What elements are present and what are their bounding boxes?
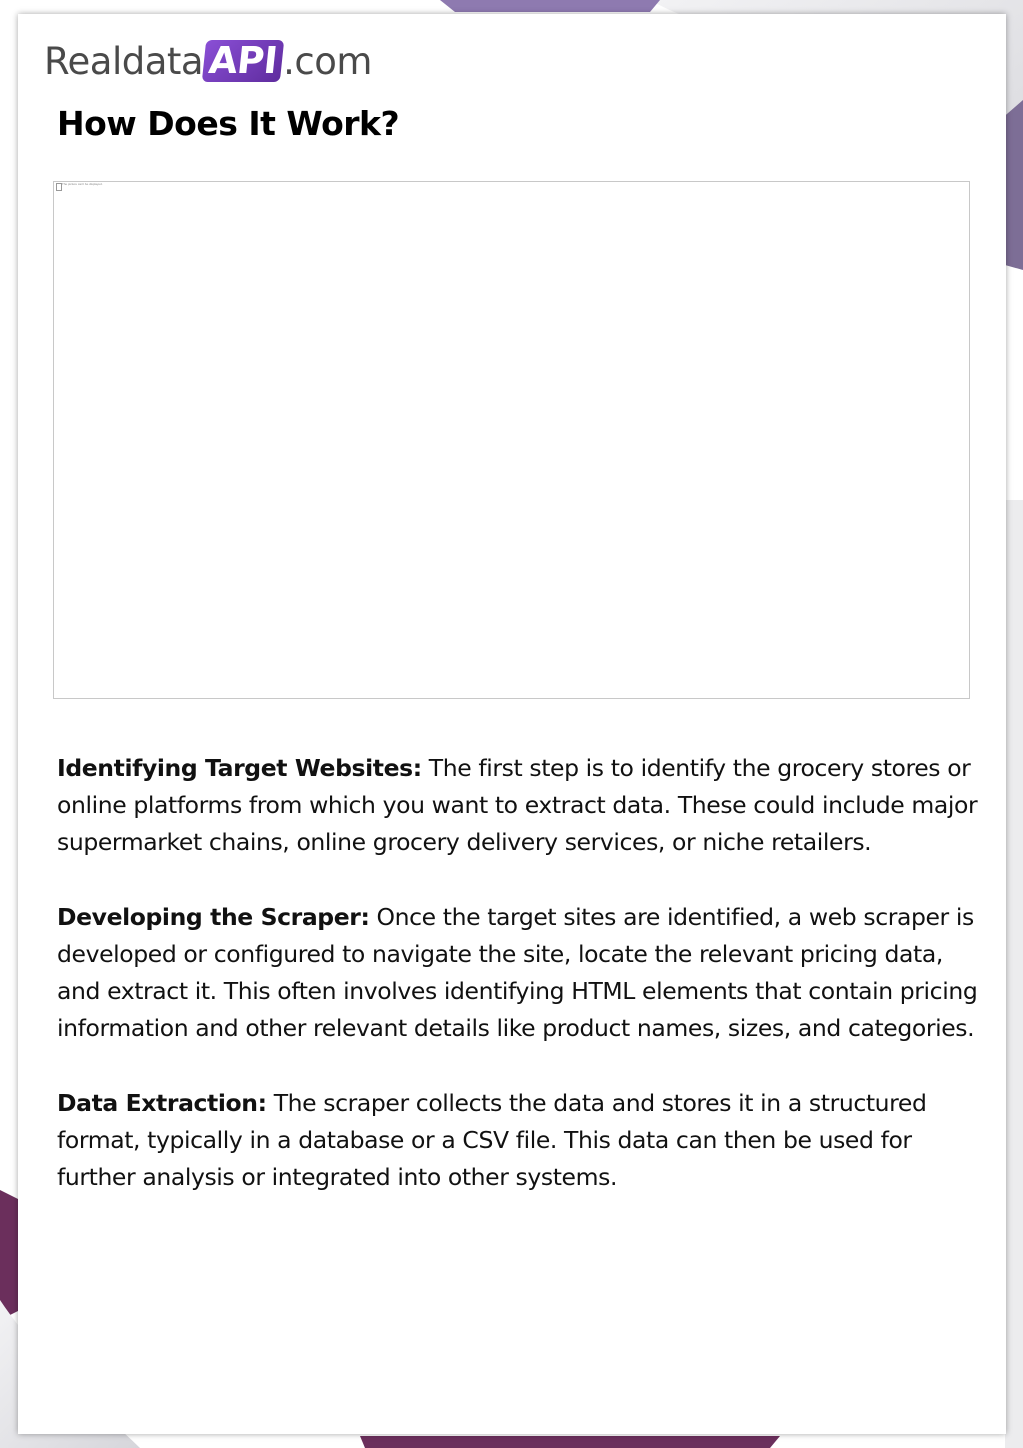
paragraph-text: The first step is to identify the grocery stores or online platforms from which you want to extract data. These could include major supermarket chains, online grocery delivery services, or niche retailers. xyxy=(57,754,978,857)
paragraph-identifying-targets xyxy=(57,750,992,862)
paragraph-lead: Identifying Target Websites: xyxy=(57,754,422,782)
image-placeholder xyxy=(53,181,970,699)
logo-highlight: API xyxy=(202,40,284,82)
paragraph-developing-scraper xyxy=(57,899,992,1048)
logo-suffix: .com xyxy=(283,39,372,83)
image-alt-text: The picture can't be displayed. xyxy=(62,182,103,186)
paragraph-text: The scraper collects the data and stores it in a structured format, typically in a database or a CSV file. This data can then be used for further analysis or integrated into other systems. xyxy=(57,1088,927,1192)
body-text xyxy=(57,750,992,1234)
brand-logo xyxy=(44,36,372,86)
paragraph-lead: Developing the Scraper: xyxy=(57,902,370,931)
paragraph-text: Once the target sites are identified, a web scraper is developed or configured to navigate the site, locate the relevant pricing data, and extract it. This often involves identifying HTML elements that contain pricing information and other relevant details like product names, sizes, and categories. xyxy=(57,902,978,1043)
page-title: How Does It Work? xyxy=(57,104,400,143)
logo-prefix: Realdata xyxy=(44,39,204,83)
paragraph-data-extraction xyxy=(57,1085,992,1197)
paragraph-lead: Data Extraction: xyxy=(57,1088,267,1117)
